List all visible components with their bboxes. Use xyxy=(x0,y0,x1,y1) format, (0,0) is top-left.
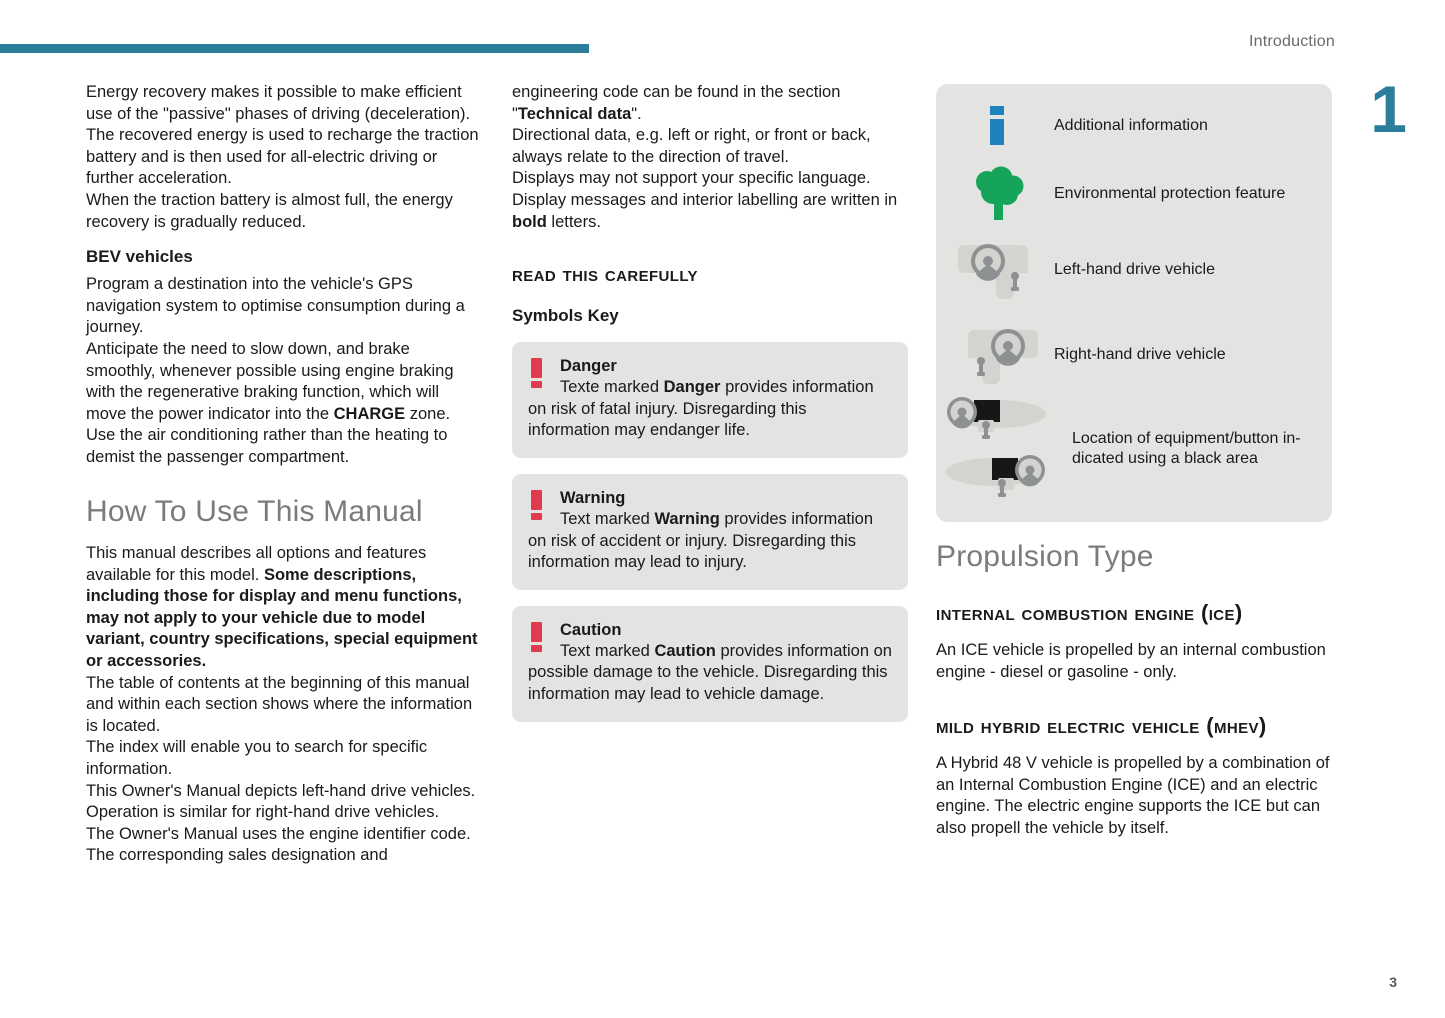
callout-title: Caution xyxy=(560,620,622,639)
text-bold-bold: bold xyxy=(512,212,547,231)
paragraph: The recovered energy is used to recharge the traction battery and is then used for all-electric driving or further acceleration. xyxy=(86,126,479,188)
symbol-row-left-hand-drive xyxy=(942,239,1304,301)
text-run: Text marked xyxy=(560,641,655,660)
heading-propulsion-type: Propulsion Type xyxy=(936,540,1154,573)
equipment-location-lhd-icon xyxy=(942,394,1050,446)
middle-column xyxy=(512,82,908,722)
text-run: Anticipate the need to slow down, and brake smoothly, whenever possible using engine braking with the regenerative braking function, which will move the power indicator into the xyxy=(86,339,454,423)
paragraph: Program a destination into the vehicle's GPS navigation system to optimise consumption during a journey. xyxy=(86,275,465,337)
right-hand-drive-icon xyxy=(942,324,1054,386)
symbol-row-additional-information xyxy=(942,106,1304,145)
symbol-row-right-hand-drive xyxy=(942,324,1304,386)
exclamation-icon xyxy=(531,490,542,520)
text-run: Display messages and interior labelling are written in xyxy=(512,190,898,209)
text-run: This manual describes all options and features available for this model. xyxy=(86,544,427,584)
callout-title: Warning xyxy=(560,488,626,507)
callout-text xyxy=(528,377,892,442)
left-column xyxy=(86,82,480,867)
symbol-label: Left-hand drive vehicle xyxy=(1054,261,1215,278)
text-bold-charge: CHARGE xyxy=(333,404,406,423)
paragraph: An ICE vehicle is propelled by an internal combustion engine - diesel or gasoline - only. xyxy=(936,641,1326,681)
text-bold: Warning xyxy=(654,509,720,528)
callout-text xyxy=(528,641,892,706)
text-bold: Caution xyxy=(654,641,716,660)
paragraph xyxy=(512,82,908,125)
symbol-label: Environmental protection feature xyxy=(1054,185,1286,202)
equipment-location-icon xyxy=(942,394,1054,504)
paragraph: Directional data, e.g. left or right, or front or back, always relate to the direction of travel. xyxy=(512,126,871,166)
symbol-row-environmental-protection xyxy=(942,166,1309,222)
callout-title: Danger xyxy=(560,357,617,376)
exclamation-icon xyxy=(531,358,542,388)
paragraph: Energy recovery makes it possible to make efficient use of the "passive" phases of driving (deceleration). xyxy=(86,83,471,123)
left-hand-drive-icon xyxy=(942,239,1054,301)
text-bold-descriptions: Some descriptions, including those for display and menu functions, may not apply to your vehicle due to model variant, country specifications, special equipment or accessories. xyxy=(86,565,478,670)
text-run: provides information on risk of accident or injury. Disregarding this information may lead to injury. xyxy=(528,509,874,572)
text-bold: Danger xyxy=(663,378,721,397)
chapter-number: 1 xyxy=(1370,72,1407,146)
text-run: ". xyxy=(631,104,642,123)
symbols-key-panel xyxy=(936,84,1332,522)
text-bold-technical-data: Technical data xyxy=(517,104,632,123)
text-run: engineering code can be found in the section " xyxy=(512,83,841,123)
page-number: 3 xyxy=(1389,974,1397,990)
paragraph: Use the air conditioning rather than the heating to demist the passenger compartment. xyxy=(86,426,448,466)
callout-text xyxy=(528,509,892,574)
heading-symbols-key: Symbols Key xyxy=(512,306,619,326)
paragraph: A Hybrid 48 V vehicle is propelled by a combination of an Internal Combustion Engine (ICE) and an electric engine. The electric engine supports the ICE but can also propell the vehicle by itself. xyxy=(936,754,1330,837)
text-run: zone. xyxy=(405,404,451,423)
paragraph: The index will enable you to search for specific information. xyxy=(86,738,428,778)
callout-warning xyxy=(512,474,908,590)
symbol-row-equipment-location xyxy=(942,394,1330,504)
heading-bev-vehicles: BEV vehicles xyxy=(86,247,193,267)
callout-danger xyxy=(512,342,908,458)
equipment-location-rhd-icon xyxy=(942,452,1050,504)
tree-icon xyxy=(942,166,1054,222)
heading-read-this-carefully: read this carefully xyxy=(512,261,698,287)
paragraph xyxy=(86,339,480,425)
paragraph: The Owner's Manual uses the engine identifier code. The corresponding sales designation and xyxy=(86,824,471,865)
text-run: provides information on possible damage to the vehicle. Disregarding this information may lead to vehicle damage. xyxy=(528,641,892,703)
right-column xyxy=(936,598,1334,840)
exclamation-icon xyxy=(531,622,542,652)
paragraph xyxy=(86,543,480,673)
paragraph: The table of contents at the beginning of this manual and within each section shows where the information is located. xyxy=(86,673,473,735)
symbol-label: Location of equipment/button in- dicated using a black area xyxy=(1072,430,1301,467)
page-title: Introduction xyxy=(1248,33,1335,50)
heading-how-to-use-this-manual: How To Use This Manual xyxy=(86,494,423,528)
paragraph: Displays may not support your specific language. xyxy=(512,169,871,188)
info-icon xyxy=(942,106,1054,145)
paragraph: When the traction battery is almost full, the energy recovery is gradually reduced. xyxy=(86,190,453,231)
callout-caution xyxy=(512,606,908,722)
heading-mild-hybrid-electric-vehicle: mild hybrid electric vehicle (mhev) xyxy=(936,713,1267,739)
text-run: Text marked xyxy=(560,509,655,528)
text-run: provides information on risk of fatal injury. Disregarding this information may endanger life. xyxy=(528,378,874,440)
paragraph: This Owner's Manual depicts left-hand drive vehicles. Operation is similar for right-hand drive vehicles. xyxy=(86,781,476,822)
symbol-label: Additional information xyxy=(1054,116,1208,134)
text-run: letters. xyxy=(546,212,601,231)
heading-internal-combustion-engine: internal combustion engine (ice) xyxy=(936,600,1243,625)
header-accent-bar xyxy=(0,44,589,53)
symbol-label: Right-hand drive vehicle xyxy=(1054,346,1226,363)
paragraph xyxy=(512,190,908,233)
text-run: Texte marked xyxy=(560,378,664,397)
